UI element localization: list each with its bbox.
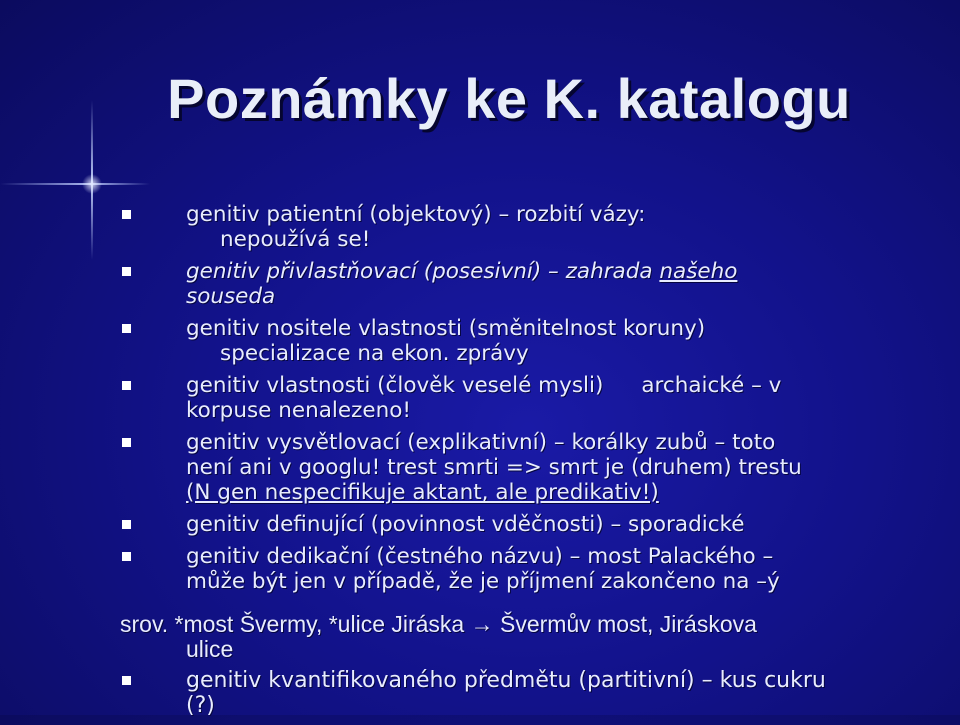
item-underlined-word: našeho <box>659 259 738 284</box>
decorative-star-icon <box>82 174 102 194</box>
comparison-text-after: Švermův most, Jiráskova <box>493 611 757 637</box>
list-item <box>120 259 900 309</box>
slide-title: Poznámky ke K. katalogu <box>167 67 851 130</box>
item-text-continuation: souseda <box>186 284 276 309</box>
item-text: genitiv dedikační (čestného názvu) – most Palackého – <box>186 544 774 569</box>
item-text: genitiv vysvětlovací (explikativní) – korálky zubů – toto <box>186 430 776 455</box>
item-text-continuation: nepoužívá se! <box>220 227 371 252</box>
comparison-text-continuation: ulice <box>186 636 234 662</box>
item-text: genitiv kvantifikovaného předmětu (partitivní) – kus cukru <box>186 668 826 693</box>
right-arrow-icon: → <box>470 611 494 637</box>
item-text-continuation: specializace na ekon. zprávy <box>220 341 529 366</box>
square-bullet-icon <box>122 676 131 685</box>
item-text-continuation: může být jen v případě, že je příjmení zakončeno na –ý <box>186 569 780 594</box>
square-bullet-icon <box>122 552 131 561</box>
list-item <box>120 668 900 718</box>
square-bullet-icon <box>122 267 131 276</box>
decorative-star-line-horizontal <box>0 183 150 185</box>
list-item <box>120 202 900 252</box>
comparison-note <box>120 612 900 662</box>
comparison-text: srov. *most Švermy, *ulice Jiráska <box>120 611 465 637</box>
square-bullet-icon <box>122 324 131 333</box>
item-text-continuation: není ani v googlu! trest smrti => smrt je (druhem) trestu <box>186 455 802 480</box>
list-item <box>120 512 900 537</box>
list-item <box>120 544 900 594</box>
square-bullet-icon <box>122 438 131 447</box>
list-item <box>120 430 900 505</box>
item-text: genitiv nositele vlastnosti (směnitelnost koruny) <box>186 316 706 341</box>
item-text: genitiv patientní (objektový) – rozbití vázy: <box>186 202 646 227</box>
item-text-continuation: (?) <box>186 693 215 718</box>
square-bullet-icon <box>122 210 131 219</box>
item-text: genitiv definující (povinnost vděčnosti) – sporadické <box>186 512 745 537</box>
item-text: genitiv vlastnosti (člověk veselé mysli) <box>186 373 604 398</box>
item-text-continuation: korpuse nenalezeno! <box>186 398 411 423</box>
square-bullet-icon <box>122 381 131 390</box>
item-text-note: archaické – v <box>641 373 782 398</box>
list-item <box>120 316 900 366</box>
list-item <box>120 373 900 423</box>
slide-content <box>120 202 900 725</box>
square-bullet-icon <box>122 520 131 529</box>
item-text-continuation-underlined: (N gen nespecifikuje aktant, ale predikativ!) <box>186 480 659 505</box>
item-text: genitiv přivlastňovací (posesivní) – zahrada <box>186 259 660 284</box>
